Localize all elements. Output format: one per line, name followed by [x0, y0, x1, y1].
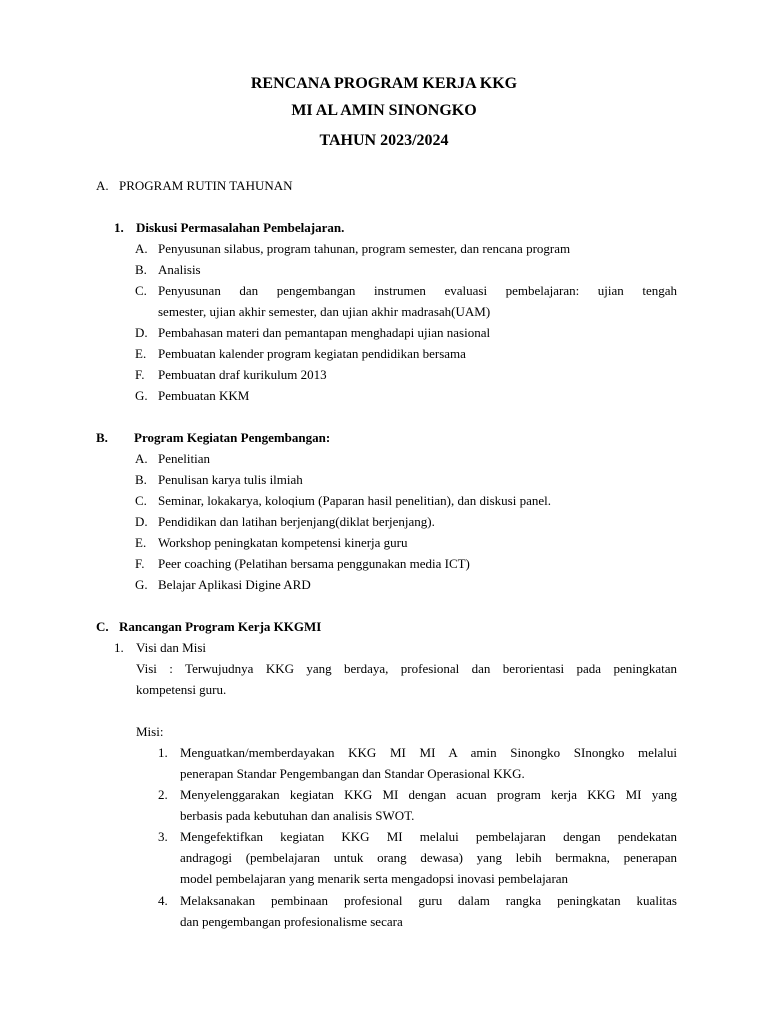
- list-marker: B.: [135, 472, 147, 487]
- list-item: Pembahasan materi dan pemantapan menghadapi ujian nasional: [158, 325, 491, 340]
- list-item: Belajar Aplikasi Digine ARD: [158, 577, 311, 592]
- section-a-marker: A.: [96, 178, 109, 193]
- list-item: Pendidikan dan latihan berjenjang(diklat berjenjang).: [158, 514, 435, 529]
- doc-title-line-3: TAHUN 2023/2024: [319, 132, 449, 149]
- list-item: Seminar, lokakarya, koloqium (Paparan hasil penelitian), dan diskusi panel.: [158, 493, 551, 508]
- misi-item-continuation: andragogi (pembelajaran untuk orang dewasa) yang lebih bermakna, penerapan: [180, 850, 677, 865]
- list-marker: A.: [135, 241, 148, 256]
- list-marker: F.: [135, 556, 145, 571]
- section-b-title-colon: :: [325, 430, 331, 445]
- list-item: Penyusunan silabus, program tahunan, program semester, dan rencana program: [158, 241, 571, 256]
- misi-item: Mengefektifkan kegiatan KKG MI melalui pembelajaran dengan pendekatan: [180, 829, 677, 844]
- misi-item-continuation: dan pengembangan profesionalisme secara: [180, 914, 403, 929]
- list-marker: D.: [135, 325, 148, 340]
- visi-text-continuation: kompetensi guru.: [136, 682, 227, 697]
- section-a-sub1-title: Diskusi Permasalahan Pembelajaran.: [136, 220, 345, 235]
- misi-item: Menyelenggarakan kegiatan KKG MI dengan acuan program kerja KKG MI yang: [180, 787, 677, 802]
- list-marker: B.: [135, 262, 147, 277]
- misi-number: 4.: [158, 893, 168, 908]
- misi-item-continuation: berbasis pada kebutuhan dan analisis SWOT.: [180, 808, 415, 823]
- list-item: Workshop peningkatan kompetensi kinerja guru: [158, 535, 408, 550]
- section-c-title: Rancangan Program Kerja KKGMI: [119, 619, 322, 634]
- list-marker: E.: [135, 346, 147, 361]
- list-item: Penulisan karya tulis ilmiah: [158, 472, 303, 487]
- section-a-sub1-number: 1.: [114, 220, 124, 235]
- misi-label: Misi:: [136, 724, 164, 739]
- list-item: Pembuatan draf kurikulum 2013: [158, 367, 327, 382]
- visi-text: Visi : Terwujudnya KKG yang berdaya, profesional dan berorientasi pada peningkatan: [136, 661, 677, 676]
- misi-item: Menguatkan/memberdayakan KKG MI MI A amin Sinongko SInongko melalui: [180, 745, 677, 760]
- misi-number: 1.: [158, 745, 168, 760]
- section-c-sub1-number: 1.: [114, 640, 124, 655]
- list-marker: F.: [135, 367, 145, 382]
- list-marker: A.: [135, 451, 148, 466]
- section-c-marker: C.: [96, 619, 109, 634]
- list-marker: D.: [135, 514, 148, 529]
- list-marker: E.: [135, 535, 147, 550]
- list-item: Peer coaching (Pelatihan bersama penggunakan media ICT): [158, 556, 470, 571]
- misi-number: 2.: [158, 787, 168, 802]
- list-marker: G.: [135, 388, 148, 403]
- section-c-sub1-title: Visi dan Misi: [136, 640, 207, 655]
- list-item: Analisis: [158, 262, 201, 277]
- list-marker: G.: [135, 577, 148, 592]
- list-item: Pembuatan kalender program kegiatan pendidikan bersama: [158, 346, 466, 361]
- misi-item: Melaksanakan pembinaan profesional guru dalam rangka peningkatan kualitas: [180, 893, 677, 908]
- doc-title-line-1: RENCANA PROGRAM KERJA KKG: [250, 75, 518, 92]
- section-b-marker: B.: [96, 430, 108, 445]
- list-marker: C.: [135, 493, 147, 508]
- misi-item-continuation: model pembelajaran yang menarik serta mengadopsi inovasi pembelajaran: [180, 871, 569, 886]
- list-item: Penelitian: [158, 451, 210, 466]
- doc-title-line-2: MI AL AMIN SINONGKO: [291, 102, 477, 119]
- list-item: Penyusunan dan pengembangan instrumen evaluasi pembelajaran: ujian tengah: [158, 283, 677, 298]
- section-a-title: PROGRAM RUTIN TAHUNAN: [119, 178, 293, 193]
- section-b-title-text: Program Kegiatan Pengembangan: [134, 430, 326, 445]
- misi-item-continuation: penerapan Standar Pengembangan dan Standar Operasional KKG.: [180, 766, 525, 781]
- list-marker: C.: [135, 283, 147, 298]
- section-b-title: [134, 429, 330, 446]
- list-item-continuation: semester, ujian akhir semester, dan ujian akhir madrasah(UAM): [158, 304, 491, 319]
- misi-number: 3.: [158, 829, 168, 844]
- list-item: Pembuatan KKM: [158, 388, 250, 403]
